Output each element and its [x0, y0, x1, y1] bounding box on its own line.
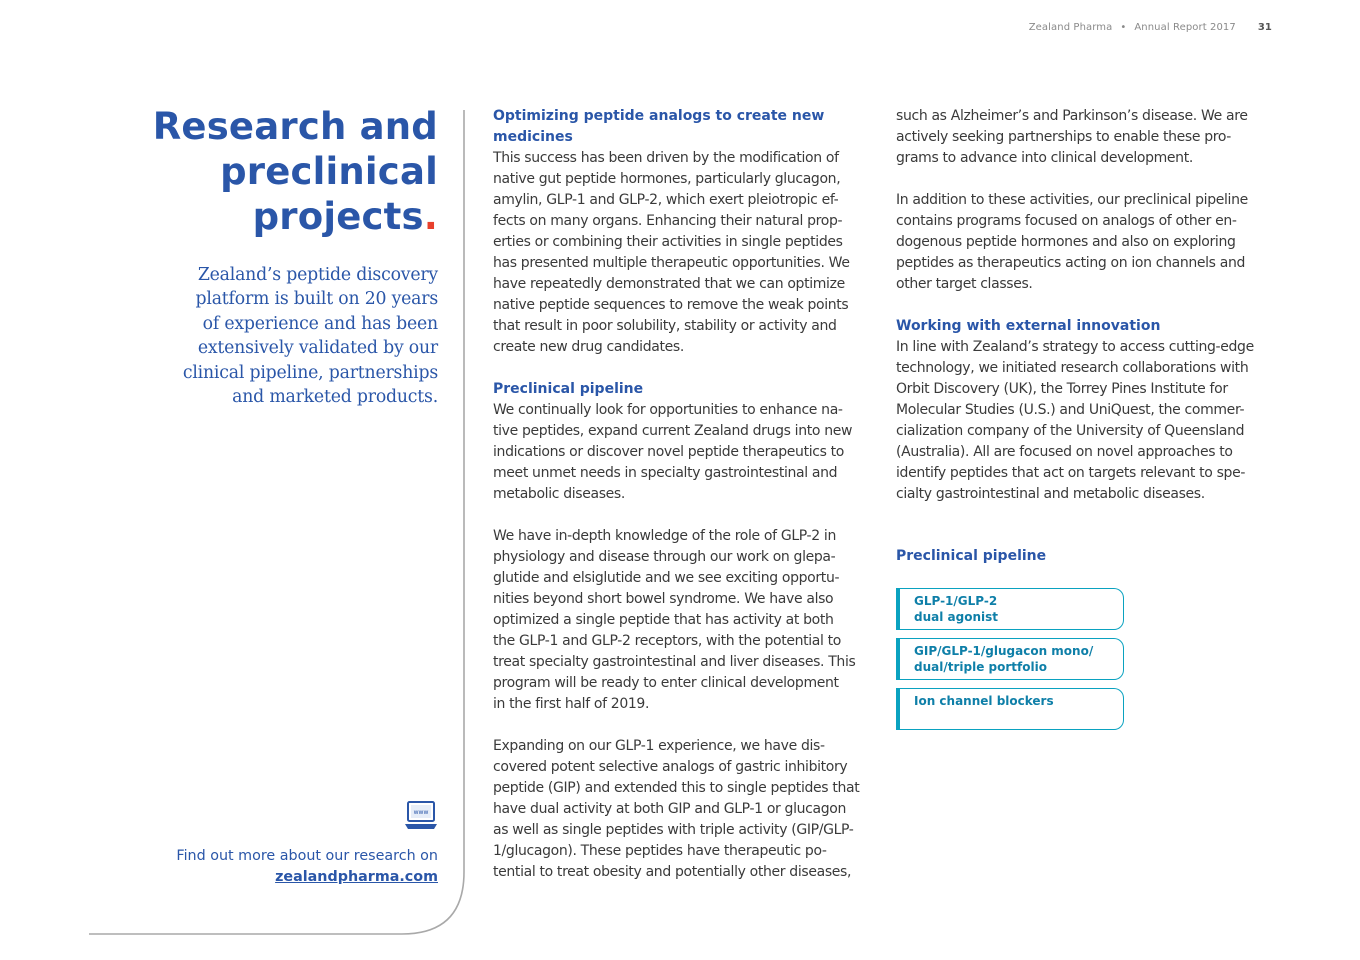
intro-line: extensively validated by our	[197, 338, 438, 359]
intro-line: platform is built on 20 years	[195, 289, 438, 310]
text-line: optimized a single peptide that has activity at both	[493, 612, 834, 628]
text-line: have dual activity at both GIP and GLP-1 or glucagon	[493, 801, 846, 817]
text-line: erties or combining their activities in single peptides	[493, 234, 843, 250]
pipeline-box-ion-channel	[896, 688, 1124, 730]
text-line: other target classes.	[896, 276, 1033, 292]
title-last-word: projects	[252, 195, 424, 238]
text-line: Molecular Studies (U.S.) and UniQuest, the commer-	[896, 402, 1245, 418]
text-line: grams to advance into clinical development.	[896, 150, 1193, 166]
right-column	[896, 106, 1274, 505]
paragraph-preclinical-3	[493, 736, 871, 883]
text-line: glutide and elsiglutide and we see exciting opportu-	[493, 570, 840, 586]
text-line: treat specialty gastrointestinal and liver diseases. This	[493, 654, 856, 670]
text-line: covered potent selective analogs of gastric inhibitory	[493, 759, 848, 775]
text-line: in the first half of 2019.	[493, 696, 650, 712]
intro-line: Zealand’s peptide discovery	[197, 265, 438, 285]
pipeline-box-line: GLP-1/GLP-2	[914, 594, 998, 608]
paragraph-optimizing	[493, 148, 871, 358]
paragraph-preclinical-2	[493, 526, 871, 715]
title-dot: .	[423, 195, 438, 238]
pipeline-title: Preclinical pipeline	[896, 548, 1047, 564]
heading-preclinical-pipeline: Preclinical pipeline	[493, 381, 644, 397]
text-line: as well as single peptides with triple activity (GIP/GLP-	[493, 822, 854, 838]
text-line: tive peptides, expand current Zealand drugs into new	[493, 423, 853, 439]
text-line: We have in-depth knowledge of the role of GLP-2 in	[493, 528, 836, 544]
text-line: 1/glucagon). These peptides have therapeutic po-	[493, 843, 827, 859]
heading-external-innovation: Working with external innovation	[896, 318, 1161, 334]
intro-line: clinical pipeline, partnerships	[182, 362, 438, 383]
page-number: 31	[1257, 22, 1272, 33]
text-line: technology, we initiated research collaborations with	[896, 360, 1249, 376]
text-line: actively seeking partnerships to enable these pro-	[896, 129, 1232, 145]
paragraph-external-innovation	[896, 337, 1274, 505]
text-line: metabolic diseases.	[493, 486, 625, 502]
intro-line: of experience and has been	[202, 313, 438, 334]
text-line: cialization company of the University of Queensland	[896, 423, 1245, 439]
text-line: such as Alzheimer’s and Parkinson’s disease. We are	[896, 108, 1248, 124]
text-line: This success has been driven by the modification of	[493, 150, 839, 166]
left-column	[150, 104, 438, 409]
text-line: native gut peptide hormones, particularly glucagon,	[493, 171, 841, 187]
find-more-label: Find out more about our research on	[176, 848, 438, 864]
text-line: peptides as therapeutics acting on ion channels and	[896, 255, 1246, 271]
title-line: preclinical	[220, 150, 438, 193]
pipeline-box-line: Ion channel blockers	[914, 694, 1054, 708]
paragraph-preclinical-1	[493, 400, 871, 505]
text-line: meet unmet needs in specialty gastrointestinal and	[493, 465, 838, 481]
text-line: tential to treat obesity and potentially other diseases,	[493, 864, 852, 880]
text-line: fects on many organs. Enhancing their natural prop-	[493, 213, 843, 229]
heading-line: Optimizing peptide analogs to create new	[493, 108, 825, 124]
pipeline-box-line: GIP/GLP-1/glugacon mono/	[914, 644, 1094, 658]
paragraph-continuation	[896, 106, 1274, 169]
text-line: contains programs focused on analogs of other en-	[896, 213, 1237, 229]
pipeline-box-gip-portfolio	[896, 638, 1124, 680]
text-line: the GLP-1 and GLP-2 receptors, with the potential to	[493, 633, 842, 649]
heading-optimizing-peptide-analogs	[493, 106, 871, 148]
text-line: dogenous peptide hormones and also on exploring	[896, 234, 1236, 250]
heading-line: medicines	[493, 129, 573, 145]
text-line: has presented multiple therapeutic opportunities. We	[493, 255, 850, 271]
page-title	[150, 104, 438, 239]
text-line: (Australia). All are focused on novel approaches to	[896, 444, 1233, 460]
text-line: identify peptides that act on targets relevant to spe-	[896, 465, 1246, 481]
website-link[interactable]: zealandpharma.com	[275, 869, 438, 885]
web-link-block	[138, 801, 438, 888]
text-line: indications or discover novel peptide therapeutics to	[493, 444, 844, 460]
text-line: nities beyond short bowel syndrome. We have also	[493, 591, 834, 607]
header-report-title: Annual Report 2017	[1134, 22, 1236, 33]
header-company: Zealand Pharma	[1028, 22, 1113, 33]
text-line: create new drug candidates.	[493, 339, 684, 355]
pipeline-box-line: dual/triple portfolio	[914, 660, 1047, 674]
text-line: In line with Zealand’s strategy to access cutting-edge	[896, 339, 1254, 355]
middle-column	[493, 106, 871, 883]
text-line: have repeatedly demonstrated that we can optimize	[493, 276, 845, 292]
text-line: cialty gastrointestinal and metabolic diseases.	[896, 486, 1205, 502]
find-more-text	[138, 846, 438, 888]
text-line: amylin, GLP-1 and GLP-2, which exert pleiotropic ef-	[493, 192, 839, 208]
title-line: Research and	[152, 105, 438, 148]
text-line: Expanding on our GLP-1 experience, we have dis-	[493, 738, 825, 754]
pipeline-box-glp1-glp2	[896, 588, 1124, 630]
web-icon-label: www	[413, 809, 429, 816]
text-line: that result in poor solubility, stability or activity and	[493, 318, 837, 334]
text-line: program will be ready to enter clinical development	[493, 675, 839, 691]
intro-paragraph	[150, 263, 438, 409]
text-line: We continually look for opportunities to enhance na-	[493, 402, 843, 418]
text-line: physiology and disease through our work on glepa-	[493, 549, 836, 565]
pipeline-box-line: dual agonist	[914, 610, 998, 624]
paragraph-additional-activities	[896, 190, 1274, 295]
intro-line: and marketed products.	[232, 387, 438, 408]
text-line: Orbit Discovery (UK), the Torrey Pines Institute for	[896, 381, 1228, 397]
title-line	[150, 194, 438, 239]
text-line: peptide (GIP) and extended this to single peptides that	[493, 780, 860, 796]
text-line: native peptide sequences to remove the weak points	[493, 297, 849, 313]
web-computer-icon	[404, 801, 438, 831]
header-separator: •	[1120, 22, 1127, 33]
text-line: In addition to these activities, our preclinical pipeline	[896, 192, 1248, 208]
